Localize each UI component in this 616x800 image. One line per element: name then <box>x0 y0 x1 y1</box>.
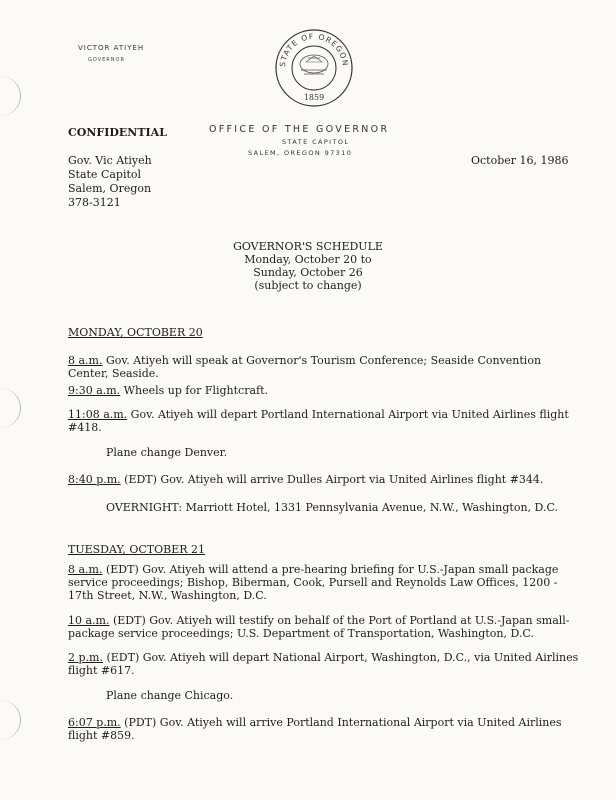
entry-text: Plane change Denver. <box>106 446 228 459</box>
entry-time: 11:08 a.m. <box>68 408 128 421</box>
schedule-entry <box>68 651 580 677</box>
entry-text: Plane change Chicago. <box>106 689 234 702</box>
schedule-title-line: Sunday, October 26 <box>253 266 363 279</box>
entry-time: 10 a.m. <box>68 614 110 627</box>
entry-text: (PDT) Gov. Atiyeh will arrive Portland International Airport via United Airlines flight #859. <box>68 716 562 742</box>
svg-text:1859: 1859 <box>303 93 325 102</box>
entry-time: 8 a.m. <box>68 563 103 576</box>
entry-time: 9:30 a.m. <box>68 384 121 397</box>
day-heading-tuesday: TUESDAY, OCTOBER 21 <box>68 543 206 556</box>
schedule-entry <box>68 614 580 640</box>
address-line: 378-3121 <box>68 196 121 209</box>
schedule-title-line: Monday, October 20 to <box>244 253 372 266</box>
entry-text: OVERNIGHT: Marriott Hotel, 1331 Pennsylvania Avenue, N.W., Washington, D.C. <box>106 501 558 514</box>
entry-text: Gov. Atiyeh will speak at Governor's Tourism Conference; Seaside Convention Center, Seaside. <box>68 354 542 380</box>
office-of-governor: OFFICE OF THE GOVERNOR <box>209 124 390 135</box>
letter-date: October 16, 1986 <box>471 154 569 167</box>
entry-text: (EDT) Gov. Atiyeh will testify on behalf of the Port of Portland at U.S.-Japan small-package service proceedings; U.S. Department of Transportation, Washington, D.C. <box>68 614 570 640</box>
punch-hole-top <box>0 76 21 116</box>
svg-text:STATE OF OREGON: STATE OF OREGON <box>277 31 351 68</box>
schedule-entry-indented <box>106 689 580 702</box>
schedule-entry <box>68 716 580 742</box>
schedule-entry-indented <box>106 446 580 459</box>
entry-text: Wheels up for Flightcraft. <box>120 384 269 397</box>
schedule-entry <box>68 354 580 380</box>
entry-time: 2 p.m. <box>68 651 103 664</box>
schedule-entry <box>68 563 580 602</box>
schedule-entry <box>68 384 580 397</box>
schedule-entry <box>68 473 580 486</box>
letterhead-role: GOVERNOR <box>88 57 125 63</box>
city-line: SALEM, OREGON 97310 <box>248 149 353 157</box>
return-address <box>68 154 152 210</box>
entry-time: 8:40 p.m. <box>68 473 121 486</box>
letterhead-name: VICTOR ATIYEH <box>78 44 145 52</box>
schedule-title-line: GOVERNOR'S SCHEDULE <box>233 240 383 253</box>
day-heading-monday: MONDAY, OCTOBER 20 <box>68 326 203 339</box>
entry-text: (EDT) Gov. Atiyeh will attend a pre-hearing briefing for U.S.-Japan small package service proceedings; Bishop, Biberman, Cook, Pursell and Reynolds Law Offices, 1200 - 17th Street, N.W., Washington, D.C. <box>68 563 559 602</box>
entry-time: 8 a.m. <box>68 354 103 367</box>
punch-hole-bottom <box>0 700 21 740</box>
address-line: Gov. Vic Atiyeh <box>68 154 152 167</box>
address-line: State Capitol <box>68 168 142 181</box>
state-seal-icon <box>274 28 354 108</box>
address-line: Salem, Oregon <box>68 182 152 195</box>
schedule-entry <box>68 408 580 434</box>
entry-text: Gov. Atiyeh will depart Portland International Airport via United Airlines flight #418. <box>68 408 569 434</box>
schedule-title-line: (subject to change) <box>254 279 362 292</box>
schedule-entry-indented <box>106 501 580 514</box>
schedule-title <box>208 240 408 292</box>
confidential-label: CONFIDENTIAL <box>68 126 167 139</box>
punch-hole-middle <box>0 388 21 428</box>
entry-time: 6:07 p.m. <box>68 716 121 729</box>
entry-text: (EDT) Gov. Atiyeh will arrive Dulles Airport via United Airlines flight #344. <box>120 473 544 486</box>
state-capitol-line: STATE CAPITOL <box>282 138 350 146</box>
entry-text: (EDT) Gov. Atiyeh will depart National Airport, Washington, D.C., via United Airlines flight #617. <box>68 651 579 677</box>
